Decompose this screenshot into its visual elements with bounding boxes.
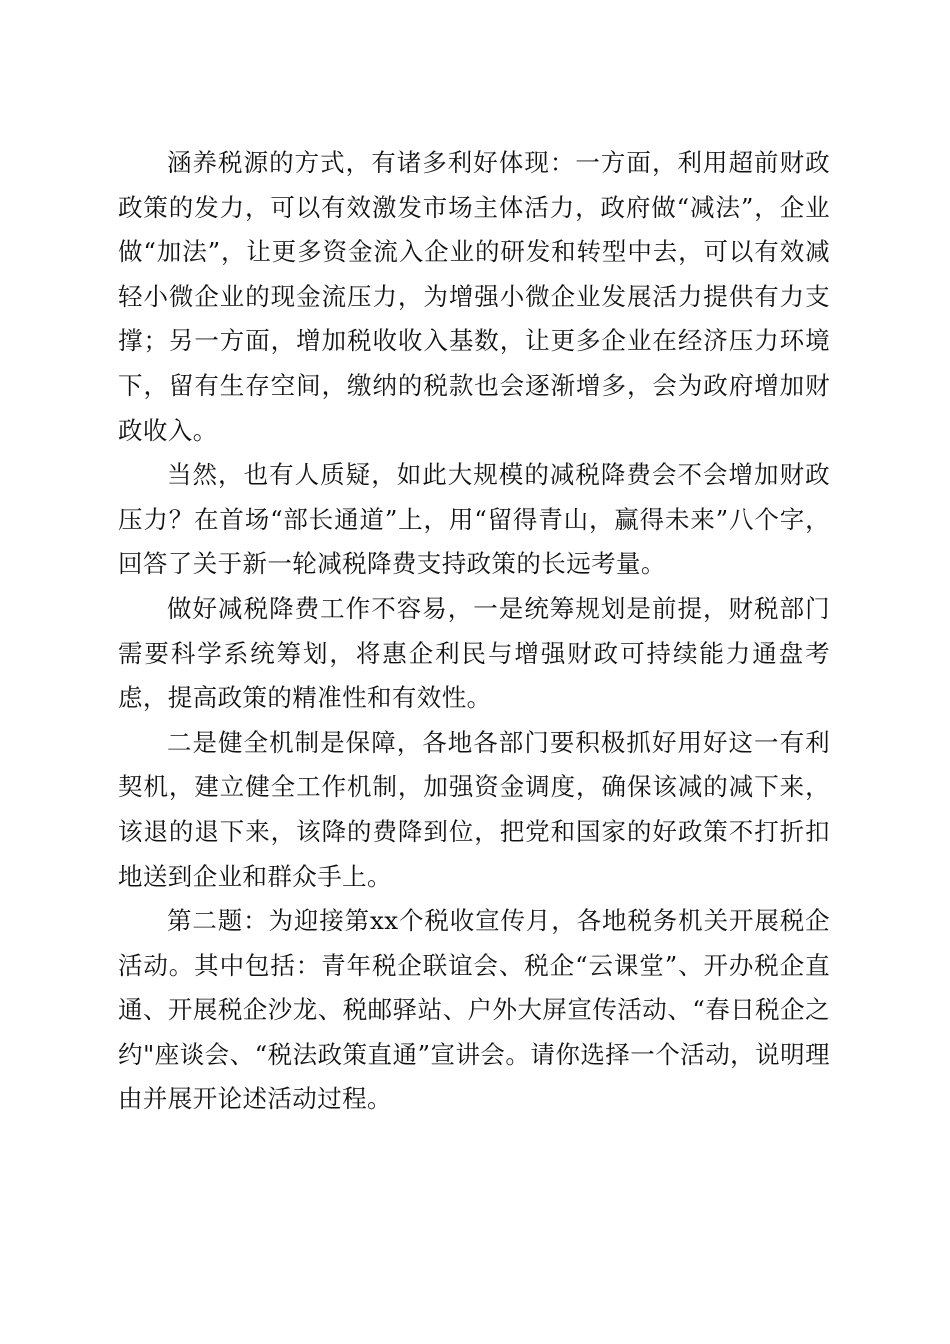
paragraph-fiscal-pressure-question: 当然，也有人质疑，如此大规模的减税降费会不会增加财政压力？在首场“部长通道”上，用“留得青山，赢得未来”八个字，回答了关于新一轮减税降费支持政策的长远考量。 [118,460,830,579]
paragraph-tax-source-benefits: 涵养税源的方式，有诸多利好体现：一方面，利用超前财政政策的发力，可以有效激发市场主体活力，政府做“减法”，企业做“加法”，让更多资金流入企业的研发和转型中去，可以有效减轻小微企业的现金流压力，为增强小微企业发展活力提供有力支撑；另一方面，增加税收收入基数，让更多企业在经济压力环境下，留有生存空间，缴纳的税款也会逐渐增多，会为政府增加财政收入。 [118,148,830,445]
paragraph-mechanism-guarantee: 二是健全机制是保障，各地各部门要积极抓好用好这一有利契机，建立健全工作机制，加强资金调度，确保该减的减下来，该退的退下来，该降的费降到位，把党和国家的好政策不打折扣地送到企业和群众手上。 [118,727,830,891]
document-body [118,141,830,1122]
paragraph-planning-premise: 做好减税降费工作不容易，一是统筹规划是前提，财税部门需要科学系统筹划，将惠企利民与增强财政可持续能力通盘考虑，提高政策的精准性和有效性。 [118,593,830,713]
paragraph-question-two: 第二题：为迎接第xx个税收宣传月，各地税务机关开展税企活动。其中包括：青年税企联谊会、税企“云课堂”、开办税企直通、开展税企沙龙、税邮驿站、户外大屏宣传活动、“春日税企之约"座谈会、“税法政策直通”宣讲会。请你选择一个活动，说明理由并展开论述活动过程。 [118,906,830,1114]
